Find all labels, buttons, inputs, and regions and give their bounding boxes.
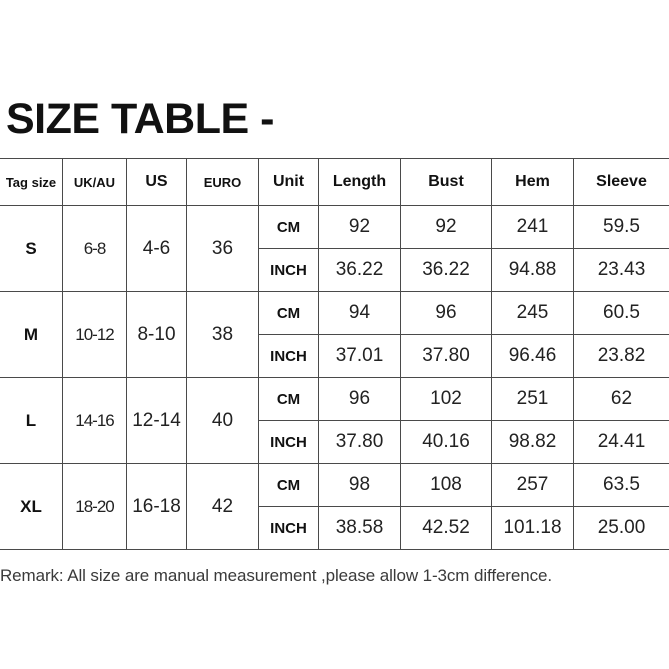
hem-cell: 257 xyxy=(492,464,574,507)
header-row xyxy=(0,159,669,206)
tag-size-cell: M xyxy=(0,292,63,378)
sleeve-cell: 60.5 xyxy=(574,292,669,335)
uk-au-cell: 10-12 xyxy=(63,292,127,378)
bust-cell: 108 xyxy=(401,464,492,507)
us-cell: 16-18 xyxy=(127,464,187,550)
header-unit: Unit xyxy=(259,159,319,206)
sleeve-cell: 59.5 xyxy=(574,206,669,249)
bust-cell: 42.52 xyxy=(401,507,492,550)
unit-cell: CM xyxy=(259,206,319,249)
us-cell: 12-14 xyxy=(127,378,187,464)
euro-cell: 38 xyxy=(187,292,259,378)
hem-cell: 96.46 xyxy=(492,335,574,378)
header-uk-au: UK/AU xyxy=(63,159,127,206)
unit-cell: INCH xyxy=(259,249,319,292)
sleeve-cell: 63.5 xyxy=(574,464,669,507)
sleeve-cell: 24.41 xyxy=(574,421,669,464)
page-title: SIZE TABLE - xyxy=(6,95,274,143)
remark-note: Remark: All size are manual measurement ,please allow 1-3cm difference. xyxy=(0,566,552,585)
bust-cell: 92 xyxy=(401,206,492,249)
length-cell: 96 xyxy=(319,378,401,421)
size-table xyxy=(0,158,669,550)
uk-au-cell: 18-20 xyxy=(63,464,127,550)
bust-cell: 36.22 xyxy=(401,249,492,292)
length-cell: 36.22 xyxy=(319,249,401,292)
hem-cell: 98.82 xyxy=(492,421,574,464)
tag-size-cell: XL xyxy=(0,464,63,550)
bust-cell: 40.16 xyxy=(401,421,492,464)
unit-cell: CM xyxy=(259,378,319,421)
uk-au-cell: 6-8 xyxy=(63,206,127,292)
length-cell: 92 xyxy=(319,206,401,249)
length-cell: 38.58 xyxy=(319,507,401,550)
length-cell: 37.01 xyxy=(319,335,401,378)
table-row xyxy=(0,378,669,421)
header-euro: EURO xyxy=(187,159,259,206)
us-cell: 4-6 xyxy=(127,206,187,292)
header-bust: Bust xyxy=(401,159,492,206)
sleeve-cell: 23.43 xyxy=(574,249,669,292)
uk-au-cell: 14-16 xyxy=(63,378,127,464)
sleeve-cell: 62 xyxy=(574,378,669,421)
hem-cell: 101.18 xyxy=(492,507,574,550)
header-us: US xyxy=(127,159,187,206)
bust-cell: 37.80 xyxy=(401,335,492,378)
unit-cell: INCH xyxy=(259,335,319,378)
header-tag-size: Tag size xyxy=(0,159,63,206)
euro-cell: 42 xyxy=(187,464,259,550)
header-hem: Hem xyxy=(492,159,574,206)
unit-cell: CM xyxy=(259,464,319,507)
sleeve-cell: 25.00 xyxy=(574,507,669,550)
hem-cell: 251 xyxy=(492,378,574,421)
header-length: Length xyxy=(319,159,401,206)
unit-cell: INCH xyxy=(259,507,319,550)
table-row xyxy=(0,464,669,507)
length-cell: 98 xyxy=(319,464,401,507)
hem-cell: 245 xyxy=(492,292,574,335)
hem-cell: 94.88 xyxy=(492,249,574,292)
tag-size-cell: S xyxy=(0,206,63,292)
sleeve-cell: 23.82 xyxy=(574,335,669,378)
euro-cell: 36 xyxy=(187,206,259,292)
header-sleeve: Sleeve xyxy=(574,159,669,206)
length-cell: 94 xyxy=(319,292,401,335)
unit-cell: INCH xyxy=(259,421,319,464)
euro-cell: 40 xyxy=(187,378,259,464)
hem-cell: 241 xyxy=(492,206,574,249)
table-row xyxy=(0,206,669,249)
bust-cell: 102 xyxy=(401,378,492,421)
length-cell: 37.80 xyxy=(319,421,401,464)
unit-cell: CM xyxy=(259,292,319,335)
us-cell: 8-10 xyxy=(127,292,187,378)
tag-size-cell: L xyxy=(0,378,63,464)
table-row xyxy=(0,292,669,335)
bust-cell: 96 xyxy=(401,292,492,335)
